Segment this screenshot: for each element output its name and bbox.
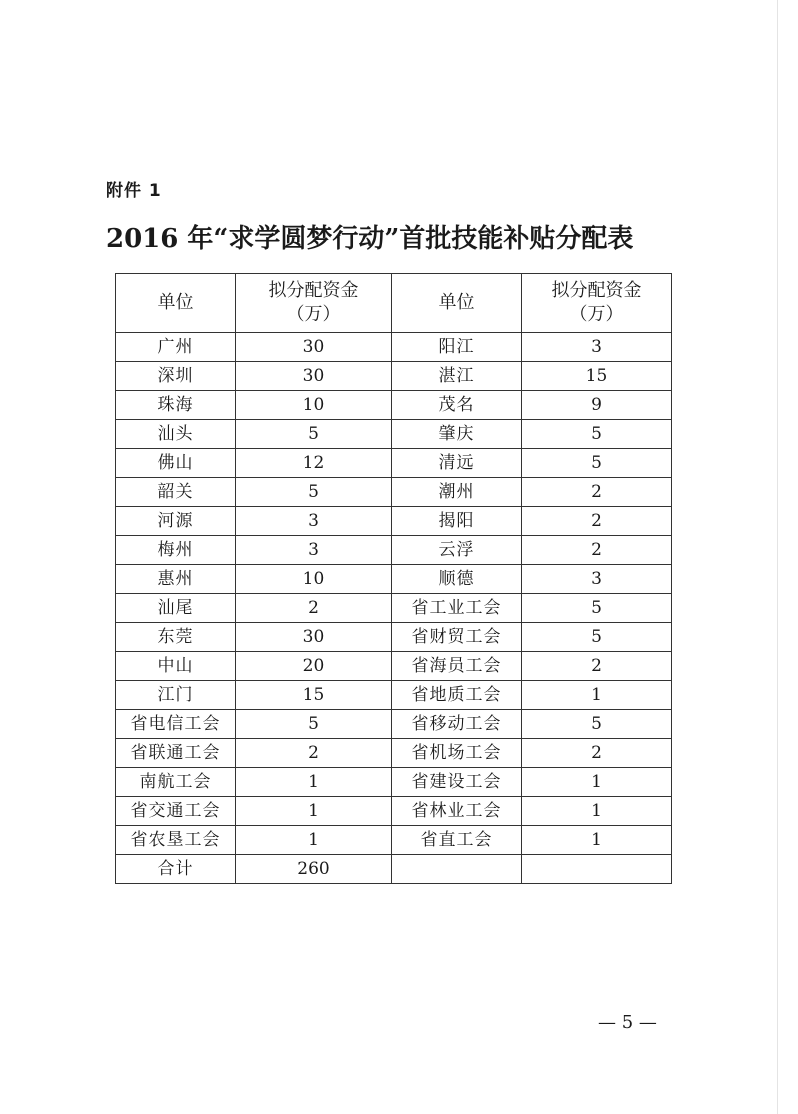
- table-row: [116, 826, 672, 855]
- amount-right-cell: 2: [522, 652, 672, 681]
- amount-left-cell: 30: [236, 362, 392, 391]
- amount-right-cell: 5: [522, 420, 672, 449]
- amount-right-cell: 2: [522, 478, 672, 507]
- amount-right-cell: 1: [522, 768, 672, 797]
- header-text: （万）: [569, 304, 624, 325]
- unit-right-cell: 省林业工会: [392, 797, 522, 826]
- unit-left-cell: 汕尾: [116, 594, 236, 623]
- amount-right-cell: 15: [522, 362, 672, 391]
- amount-left-cell: 5: [236, 478, 392, 507]
- unit-left-cell: 河源: [116, 507, 236, 536]
- amount-left-cell: 5: [236, 420, 392, 449]
- unit-left-cell: 省联通工会: [116, 739, 236, 768]
- table-row: [116, 855, 672, 884]
- amount-left-cell: 30: [236, 333, 392, 362]
- amount-left-cell: 1: [236, 797, 392, 826]
- unit-left-cell: 合计: [116, 855, 236, 884]
- unit-left-cell: 省电信工会: [116, 710, 236, 739]
- unit-right-cell: 省地质工会: [392, 681, 522, 710]
- amount-left-cell: 2: [236, 739, 392, 768]
- table-row: [116, 681, 672, 710]
- amount-left-cell: 1: [236, 826, 392, 855]
- amount-left-cell: 1: [236, 768, 392, 797]
- unit-left-cell: 惠州: [116, 565, 236, 594]
- amount-left-cell: 15: [236, 681, 392, 710]
- amount-right-cell: 2: [522, 739, 672, 768]
- unit-right-cell: 省建设工会: [392, 768, 522, 797]
- table-row: [116, 652, 672, 681]
- unit-right-cell: 茂名: [392, 391, 522, 420]
- table-row: [116, 507, 672, 536]
- document-title: 2016 年“求学圆梦行动”首批技能补贴分配表: [106, 224, 634, 254]
- amount-right-cell: 2: [522, 536, 672, 565]
- attachment-label: 附件 1: [106, 181, 162, 201]
- amount-right-cell: [522, 855, 672, 884]
- unit-left-cell: 汕头: [116, 420, 236, 449]
- unit-right-cell: 潮州: [392, 478, 522, 507]
- page-edge-line: [777, 0, 778, 1114]
- unit-left-cell: 省农垦工会: [116, 826, 236, 855]
- amount-right-cell: 5: [522, 623, 672, 652]
- header-unit-left: [116, 274, 236, 333]
- unit-left-cell: 省交通工会: [116, 797, 236, 826]
- unit-right-cell: 肇庆: [392, 420, 522, 449]
- amount-right-cell: 1: [522, 797, 672, 826]
- table-row: [116, 710, 672, 739]
- header-text: 单位: [438, 292, 475, 313]
- amount-left-cell: 10: [236, 391, 392, 420]
- header-amount-right: [522, 274, 672, 333]
- header-text: 拟分配资金: [268, 280, 359, 301]
- unit-right-cell: 省海员工会: [392, 652, 522, 681]
- table-row: [116, 623, 672, 652]
- amount-right-cell: 1: [522, 826, 672, 855]
- amount-left-cell: 10: [236, 565, 392, 594]
- table-row: [116, 739, 672, 768]
- unit-left-cell: 广州: [116, 333, 236, 362]
- amount-left-cell: 12: [236, 449, 392, 478]
- unit-right-cell: 揭阳: [392, 507, 522, 536]
- table-body: [116, 333, 672, 884]
- amount-right-cell: 3: [522, 565, 672, 594]
- unit-right-cell: 清远: [392, 449, 522, 478]
- unit-right-cell: 省直工会: [392, 826, 522, 855]
- amount-left-cell: 30: [236, 623, 392, 652]
- table-row: [116, 449, 672, 478]
- amount-right-cell: 2: [522, 507, 672, 536]
- table-row: [116, 768, 672, 797]
- unit-left-cell: 韶关: [116, 478, 236, 507]
- amount-right-cell: 1: [522, 681, 672, 710]
- amount-right-cell: 3: [522, 333, 672, 362]
- amount-left-cell: 2: [236, 594, 392, 623]
- table-row: [116, 333, 672, 362]
- amount-left-cell: 5: [236, 710, 392, 739]
- unit-right-cell: 省机场工会: [392, 739, 522, 768]
- amount-right-cell: 5: [522, 594, 672, 623]
- table-row: [116, 565, 672, 594]
- unit-right-cell: 顺德: [392, 565, 522, 594]
- table-row: [116, 478, 672, 507]
- unit-left-cell: 珠海: [116, 391, 236, 420]
- table-row: [116, 594, 672, 623]
- header-text: 单位: [157, 292, 194, 313]
- table-row: [116, 536, 672, 565]
- header-amount-left: [236, 274, 392, 333]
- amount-right-cell: 9: [522, 391, 672, 420]
- table-row: [116, 391, 672, 420]
- unit-right-cell: 省移动工会: [392, 710, 522, 739]
- amount-left-cell: 3: [236, 507, 392, 536]
- unit-left-cell: 南航工会: [116, 768, 236, 797]
- header-text: 拟分配资金: [551, 280, 642, 301]
- unit-left-cell: 深圳: [116, 362, 236, 391]
- unit-left-cell: 梅州: [116, 536, 236, 565]
- unit-left-cell: 东莞: [116, 623, 236, 652]
- unit-right-cell: 省财贸工会: [392, 623, 522, 652]
- unit-right-cell: [392, 855, 522, 884]
- amount-right-cell: 5: [522, 710, 672, 739]
- unit-right-cell: 湛江: [392, 362, 522, 391]
- header-unit-right: [392, 274, 522, 333]
- unit-right-cell: 阳江: [392, 333, 522, 362]
- allocation-table: [115, 273, 672, 884]
- table-header-row: [116, 274, 672, 333]
- amount-left-cell: 260: [236, 855, 392, 884]
- header-text: （万）: [286, 304, 341, 325]
- amount-right-cell: 5: [522, 449, 672, 478]
- unit-left-cell: 江门: [116, 681, 236, 710]
- page-number: — 5 —: [598, 1012, 657, 1033]
- amount-left-cell: 20: [236, 652, 392, 681]
- table-row: [116, 420, 672, 449]
- table-row: [116, 362, 672, 391]
- unit-right-cell: 云浮: [392, 536, 522, 565]
- amount-left-cell: 3: [236, 536, 392, 565]
- table-row: [116, 797, 672, 826]
- unit-left-cell: 佛山: [116, 449, 236, 478]
- unit-left-cell: 中山: [116, 652, 236, 681]
- unit-right-cell: 省工业工会: [392, 594, 522, 623]
